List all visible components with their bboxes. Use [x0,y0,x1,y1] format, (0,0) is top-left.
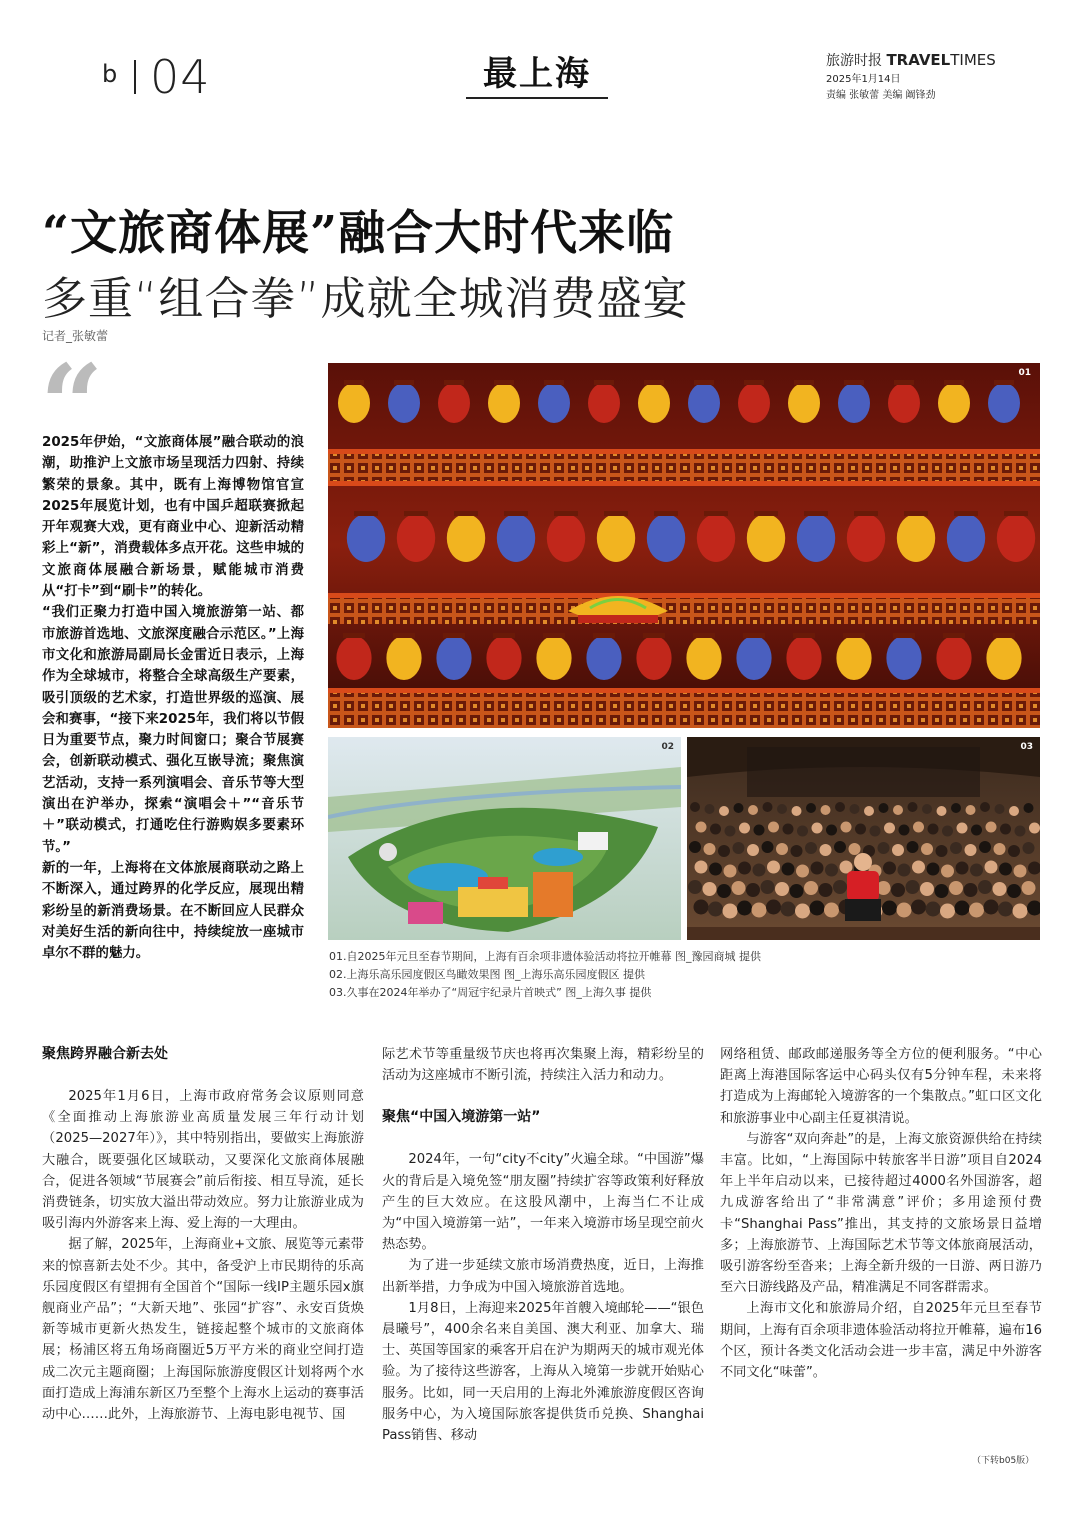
crowd-head [811,862,824,875]
crowd-head [1013,904,1028,919]
crowd-head [920,882,934,896]
lantern-cap [944,380,964,385]
crowd-head [738,862,751,875]
crowd-head [907,841,919,853]
crowd-head [935,884,949,898]
crowd-head [795,904,810,919]
lantern-cap [544,380,564,385]
lantern-shape [647,514,685,562]
crowd-head [966,805,976,815]
lantern-cap [543,633,565,638]
column-title-underline [466,97,608,99]
crowd-head [1022,881,1036,895]
lantern-shape [538,383,570,423]
lantern-shape [547,514,585,562]
crowd-head [747,844,759,856]
lantern-cap [793,633,815,638]
crowd-head [999,863,1012,876]
crowd-head [768,822,779,833]
crowd-head [704,843,716,855]
lantern-shape [788,383,820,423]
crowd-head [833,880,847,894]
lantern-shape [797,514,835,562]
resort-aerial-illustration [328,737,681,940]
lantern-cap [354,511,378,516]
lantern-shape [488,383,520,423]
lantern-shape [388,383,420,423]
crowd-head [1014,865,1027,878]
crowd-head [835,802,845,812]
caption-01: 01.自2025年元旦至春节期间，上海有百余项非遗体验活动将拉开帷幕 图_豫园商城 提供 [329,950,761,963]
lantern-cap [954,511,978,516]
crowd-head [1023,842,1035,854]
byline: 记者_张敏蕾 [42,329,109,343]
lantern-shape [588,383,620,423]
crowd-head [978,880,992,894]
lantern-cap [994,380,1014,385]
crowd-head [971,825,982,836]
crowd-head [824,903,839,918]
crowd-head [762,841,774,853]
body-paragraph: 2025年1月6日，上海市政府常务会议原则同意《全面推动上海旅游业高质量发展三年行动计划（2025—2027年）》，其中特别指出，要做实上海旅游大融合，既要强化区域联动，又要深化文旅商体展融合，促进各领域“节展赛会”前后衔接、相互导流，延长消费链条，切实放大溢出带动效应。努力让旅游业成为吸引海内外游客来上海、爱上海的一大理由。 [42,1089,364,1232]
continued-on-note: （下转b05版） [972,1456,1035,1466]
crowd-head [781,902,796,917]
newspaper-name-en: TIMES [950,51,996,69]
crowd-head [964,883,978,897]
crowd-head [849,843,861,855]
crowd-head [912,861,925,874]
caption-03: 03.久事在2024年举办了“周冠宇纪录片首映式” 图_上海久事 提供 [329,986,652,999]
crowd-head [723,904,738,919]
lantern-shape [397,514,435,562]
crowd-head [796,865,809,878]
crowd-head [790,884,804,898]
lantern-cap [604,511,628,516]
crowd-head [941,865,954,878]
newspaper-name-en-bold: TRAVEL [886,51,951,69]
body-paragraph: 上海市文化和旅游局介绍，自2025年元旦至春节期间，上海有百余项非遗体验活动将拉开帷幕，遍布16个区，预计各类文化活动会进一步丰富，满足中外游客不同文化“味蕾”。 [720,1301,1042,1381]
crowd-head [718,845,730,857]
lantern-cap [554,511,578,516]
crowd-head [705,804,715,814]
crowd-head [763,802,773,812]
crowd-head [725,826,736,837]
crowd-head [993,882,1007,896]
column-title: 最上海 [483,54,591,94]
crowd-head [899,825,910,836]
lantern-shape [838,383,870,423]
crowd-head [922,804,932,814]
body-paragraph: 2024年，一句“city不city”火遍全球。“中国游”爆火的背后是入境免签“朋友圈”持续扩容等政策利好释放产生的巨大效应。在这股风潮中，上海当仁不让成为“中国入境游第一站”，一年来入境游市场呈现空前火热态势。 [382,1152,704,1253]
body-paragraph: 网络租赁、邮政邮递服务等全方位的便利服务。“中心距离上海港国际客运中心码头仅有5分钟车程，未来将打造成为上海邮轮入境游客的一个集散点。”虹口区文化和旅游事业中心副主任夏祺清说。 [720,1047,1042,1126]
lantern-shape [938,383,970,423]
crowd-head [806,803,816,813]
crowd-head [942,826,953,837]
crowd-head [1008,845,1020,857]
crowd-head [950,842,962,854]
page-number-divider [134,60,136,94]
crowd-head [690,802,700,812]
crowd-head [879,803,889,813]
lantern-cap [654,511,678,516]
lantern-shape [986,636,1021,680]
lantern-shape [686,636,721,680]
crowd-head [891,883,905,897]
crowd-head [695,861,708,874]
crowd-head [708,902,723,917]
lead-paragraph [42,432,304,964]
lantern-cap [394,380,414,385]
body-column-1 [42,1044,364,1425]
crowd-head [782,863,795,876]
lantern-shape [638,383,670,423]
lantern-shape [936,636,971,680]
lantern-shape [688,383,720,423]
crowd-head [913,822,924,833]
crowd-head [937,806,947,816]
crowd-head [777,804,787,814]
crowd-head [766,900,781,915]
body-paragraph: 1月8日，上海迎来2025年首艘入境邮轮——“银色晨曦号”，400余名来自美国、澳大利亚、加拿大、瑞士、英国等国家的乘客开启在沪为期两天的城市观光体验。为了接待这些游客，上海从入境第一步就开始贴心服务。比如，同一天启用的上海北外滩旅游度假区咨询服务中心，为入境国际旅客提供货币兑换、Shanghai Pass销售、移动 [382,1300,704,1444]
lantern-cap [854,511,878,516]
crowd-head [870,826,881,837]
crowd-head [819,883,833,897]
crowd-head [821,805,831,815]
lantern-shape [597,514,635,562]
lantern-cap [894,380,914,385]
crowd-head [804,881,818,895]
newspaper-name [826,50,996,70]
lead-text: 新的一年，上海将在文体旅展商联动之路上不断深入，通过跨界的化学反应，展现出精彩纷呈的新消费场景。在不断回应人民群众对美好生活的新向往中，持续绽放一座城市卓尔不群的魅力。 [42,860,304,962]
crowd-head [733,842,745,854]
crowd-head [767,861,780,874]
crowd-head [956,862,969,875]
crowd-head [746,883,760,897]
photo-lanterns [328,363,1040,728]
headline-main: “文旅商体展”融合大时代来临 [42,206,675,261]
crowd-head [965,844,977,856]
crowd-head [717,884,731,898]
lantern-shape [997,514,1035,562]
lantern-cap [454,511,478,516]
photo-number-02: 02 [661,742,674,752]
crowd-head [841,822,852,833]
lantern-cap [893,633,915,638]
lantern-cap [993,633,1015,638]
crowd-head [1029,823,1040,834]
crowd-head [761,880,775,894]
lantern-shape [336,636,371,680]
crowd-head [955,901,970,916]
photo-premiere-crowd [687,737,1040,940]
editor-credit: 责编 张敏蕾 美编 阚锋劲 [826,90,936,101]
photo-number-01: 01 [1018,368,1031,378]
lantern-shape [338,383,370,423]
crowd-head [980,802,990,812]
lantern-shape [438,383,470,423]
crowd-head [805,842,817,854]
crowd-head [998,902,1013,917]
lantern-cap [844,380,864,385]
lantern-cap [694,380,714,385]
crowd-head [826,825,837,836]
caption-02: 02.上海乐高乐园度假区鸟瞰效果图 图_上海乐高乐园度假区 提供 [329,968,645,981]
crowd-head [791,845,803,857]
lantern-cap [1004,511,1028,516]
crowd-head [984,900,999,915]
lantern-shape [988,383,1020,423]
crowd-head [688,880,702,894]
crowd-head [970,864,983,877]
crowd-head [739,823,750,834]
crowd-head [776,843,788,855]
crowd-head [689,841,701,853]
crowd-head [724,865,737,878]
lantern-shape [697,514,735,562]
lantern-cap [344,380,364,385]
lantern-cap [493,633,515,638]
lantern-shape [836,636,871,680]
body-paragraph: 与游客“双向奔赴”的是，上海文旅资源供给在持续丰富。比如，“上海国际中转旅客半日游”项目自2024年上半年启动以来，已接待超过4000名外国游客，超九成游客给出了“非常满意”评价；多用途预付费卡“Shanghai Pass”推出，其支持的文旅场景日益增多；上海旅游节、上海国际艺术节等文体旅商展活动，吸引游客纷至沓来；上海全新升级的一日游、两日游乃至六日游线路及产品，精准满足不同客群需求。 [720,1131,1042,1296]
lantern-shape [347,514,385,562]
lantern-cap [343,633,365,638]
lantern-cap [754,511,778,516]
lantern-cap [943,633,965,638]
crowd-head [864,806,874,816]
crowd-head [892,844,904,856]
lantern-shape [497,514,535,562]
crowd-head [734,803,744,813]
crowd-head [855,824,866,835]
lantern-shape [738,383,770,423]
crowd-head [694,900,709,915]
premiere-crowd-illustration [687,737,1040,940]
headline-sub: 多重“组合拳”成就全城消费盛宴 [42,272,689,325]
crowd-head [883,862,896,875]
lantern-cap [644,380,664,385]
crowd-head [940,904,955,919]
crowd-head [820,844,832,856]
crowd-head [710,824,721,835]
lantern-cap [743,633,765,638]
lantern-shape [947,514,985,562]
crowd-head [696,822,707,833]
lantern-cap [444,380,464,385]
lantern-cap [744,380,764,385]
crowd-head [986,822,997,833]
lantern-shape [536,636,571,680]
lantern-cap [704,511,728,516]
crowd-head [797,826,808,837]
body-paragraph: 为了进一步延续文旅市场消费热度，近日，上海推出新举措，力争成为中国入境旅游首选地。 [382,1258,704,1295]
lantern-shape [447,514,485,562]
lantern-cap [843,633,865,638]
crowd-head [985,861,998,874]
lantern-shape [897,514,935,562]
lantern-shape [586,636,621,680]
crowd-head [969,903,984,918]
crowd-head [850,804,860,814]
crowd-head [911,900,926,915]
lantern-facade-illustration [328,363,1040,728]
crowd-head [812,823,823,834]
lantern-shape [786,636,821,680]
crowd-head [927,863,940,876]
crowd-head [979,841,991,853]
crowd-head [898,864,911,877]
lantern-cap [404,511,428,516]
crowd-head [775,882,789,896]
crowd-head [703,882,717,896]
crowd-head [1009,806,1019,816]
lantern-shape [888,383,920,423]
crowd-head [719,806,729,816]
crowd-head [748,805,758,815]
crowd-head [928,824,939,835]
section-heading: 聚焦“中国入境游第一站” [382,1109,541,1126]
crowd-head [957,823,968,834]
crowd-head [1024,803,1034,813]
issue-date: 2025年1月14日 [826,74,901,85]
lantern-cap [794,380,814,385]
lead-text: “我们正聚力打造中国入境旅游第一站、都市旅游首选地、文旅深度融合示范区。”上海市文化和旅游局副局长金雷近日表示，上海作为全球城市，将整合全球高级生产要素，吸引顶级的艺术家，打造世界级的巡演、展会和赛事，“接下来2025年，我们将以节假日为重要节点，聚力时间窗口；聚合节展赛会，创新联动模式、强化互嵌导流；聚焦演艺活动，支持一系列演唱会、音乐节等大型演出在沪举办，探索“演唱会＋”“音乐节＋”联动模式，打通吃住行游购娱多要素环节。” [42,605,304,855]
crowd-head [810,901,825,916]
body-paragraph: 据了解，2025年，上海商业+文旅、展览等元素带来的惊喜新去处不少。其中，备受沪上市民期待的乐高乐园度假区有望拥有全国首个“国际一线IP主题乐园x旗舰商业产品”；“大新天地”、张园“扩容”、永安百货焕新等城市更新火热发生，链接起整个城市的文旅商体展；杨浦区将五角场商圈近5万平方米的商业空间打造成二次元主题商圈；上海国际旅游度假区计划将两个水面打造成上海浦东新区乃至整个上海水上运动的赛事活动中心……此外，上海旅游节、上海电影电视节、国 [42,1237,364,1423]
crowd-head [783,824,794,835]
section-heading: 聚焦跨界融合新去处 [42,1046,168,1062]
lantern-shape [636,636,671,680]
lantern-cap [504,511,528,516]
crowd-head [995,804,1005,814]
crowd-head [906,880,920,894]
crowd-head [926,902,941,917]
lantern-shape [847,514,885,562]
crowd-head [878,842,890,854]
page-number: 04 [150,50,211,104]
lantern-cap [693,633,715,638]
crowd-head [825,864,838,877]
lantern-cap [443,633,465,638]
crowd-head [732,881,746,895]
crowd-head [1000,824,1011,835]
lantern-shape [747,514,785,562]
quote-mark-icon: “ [40,340,104,469]
lantern-shape [736,636,771,680]
crowd-head [737,901,752,916]
crowd-head [897,903,912,918]
crowd-head [951,803,961,813]
crowd-head [752,903,767,918]
lantern-shape [886,636,921,680]
photo-resort-aerial [328,737,681,940]
crowd-head [709,863,722,876]
crowd-head [754,825,765,836]
newspaper-name-cn: 旅游时报 [826,53,882,69]
crowd-head [834,841,846,853]
lead-text: 2025年伊始，“文旅商体展”融合联动的浪潮，助推沪上文旅市场呈现活力四射、持续繁荣的景象。其中，既有上海博物馆官宣2025年展览计划，也有中国乒超联赛掀起开年观赛大戏，更有商业中心、迎新活动精彩上“新”，消费载体多点开花。这些申城的文旅商体展融合新场景，赋能城市消费从“打卡”到“刷卡”的转化。 [42,435,304,600]
lantern-shape [386,636,421,680]
body-column-3 [720,1044,1042,1383]
page-section-letter: b [102,60,120,88]
lantern-cap [393,633,415,638]
crowd-head [1007,884,1021,898]
body-paragraph: 际艺术节等重量级节庆也将再次集聚上海，精彩纷呈的活动为这座城市不断引流，持续注入活力和动力。 [382,1047,704,1084]
crowd-head [884,823,895,834]
lantern-shape [436,636,471,680]
crowd-head [936,845,948,857]
lantern-cap [593,633,615,638]
lantern-cap [904,511,928,516]
body-column-2 [382,1044,704,1446]
crowd-head [994,843,1006,855]
lantern-cap [594,380,614,385]
crowd-head [893,805,903,815]
crowd-head [949,881,963,895]
crowd-head [882,901,897,916]
lantern-shape [486,636,521,680]
crowd-head [792,806,802,816]
crowd-head [1015,826,1026,837]
lantern-cap [804,511,828,516]
crowd-head [908,802,918,812]
photo-number-03: 03 [1020,742,1033,752]
crowd-head [921,843,933,855]
lantern-cap [494,380,514,385]
lantern-cap [643,633,665,638]
crowd-head [753,864,766,877]
